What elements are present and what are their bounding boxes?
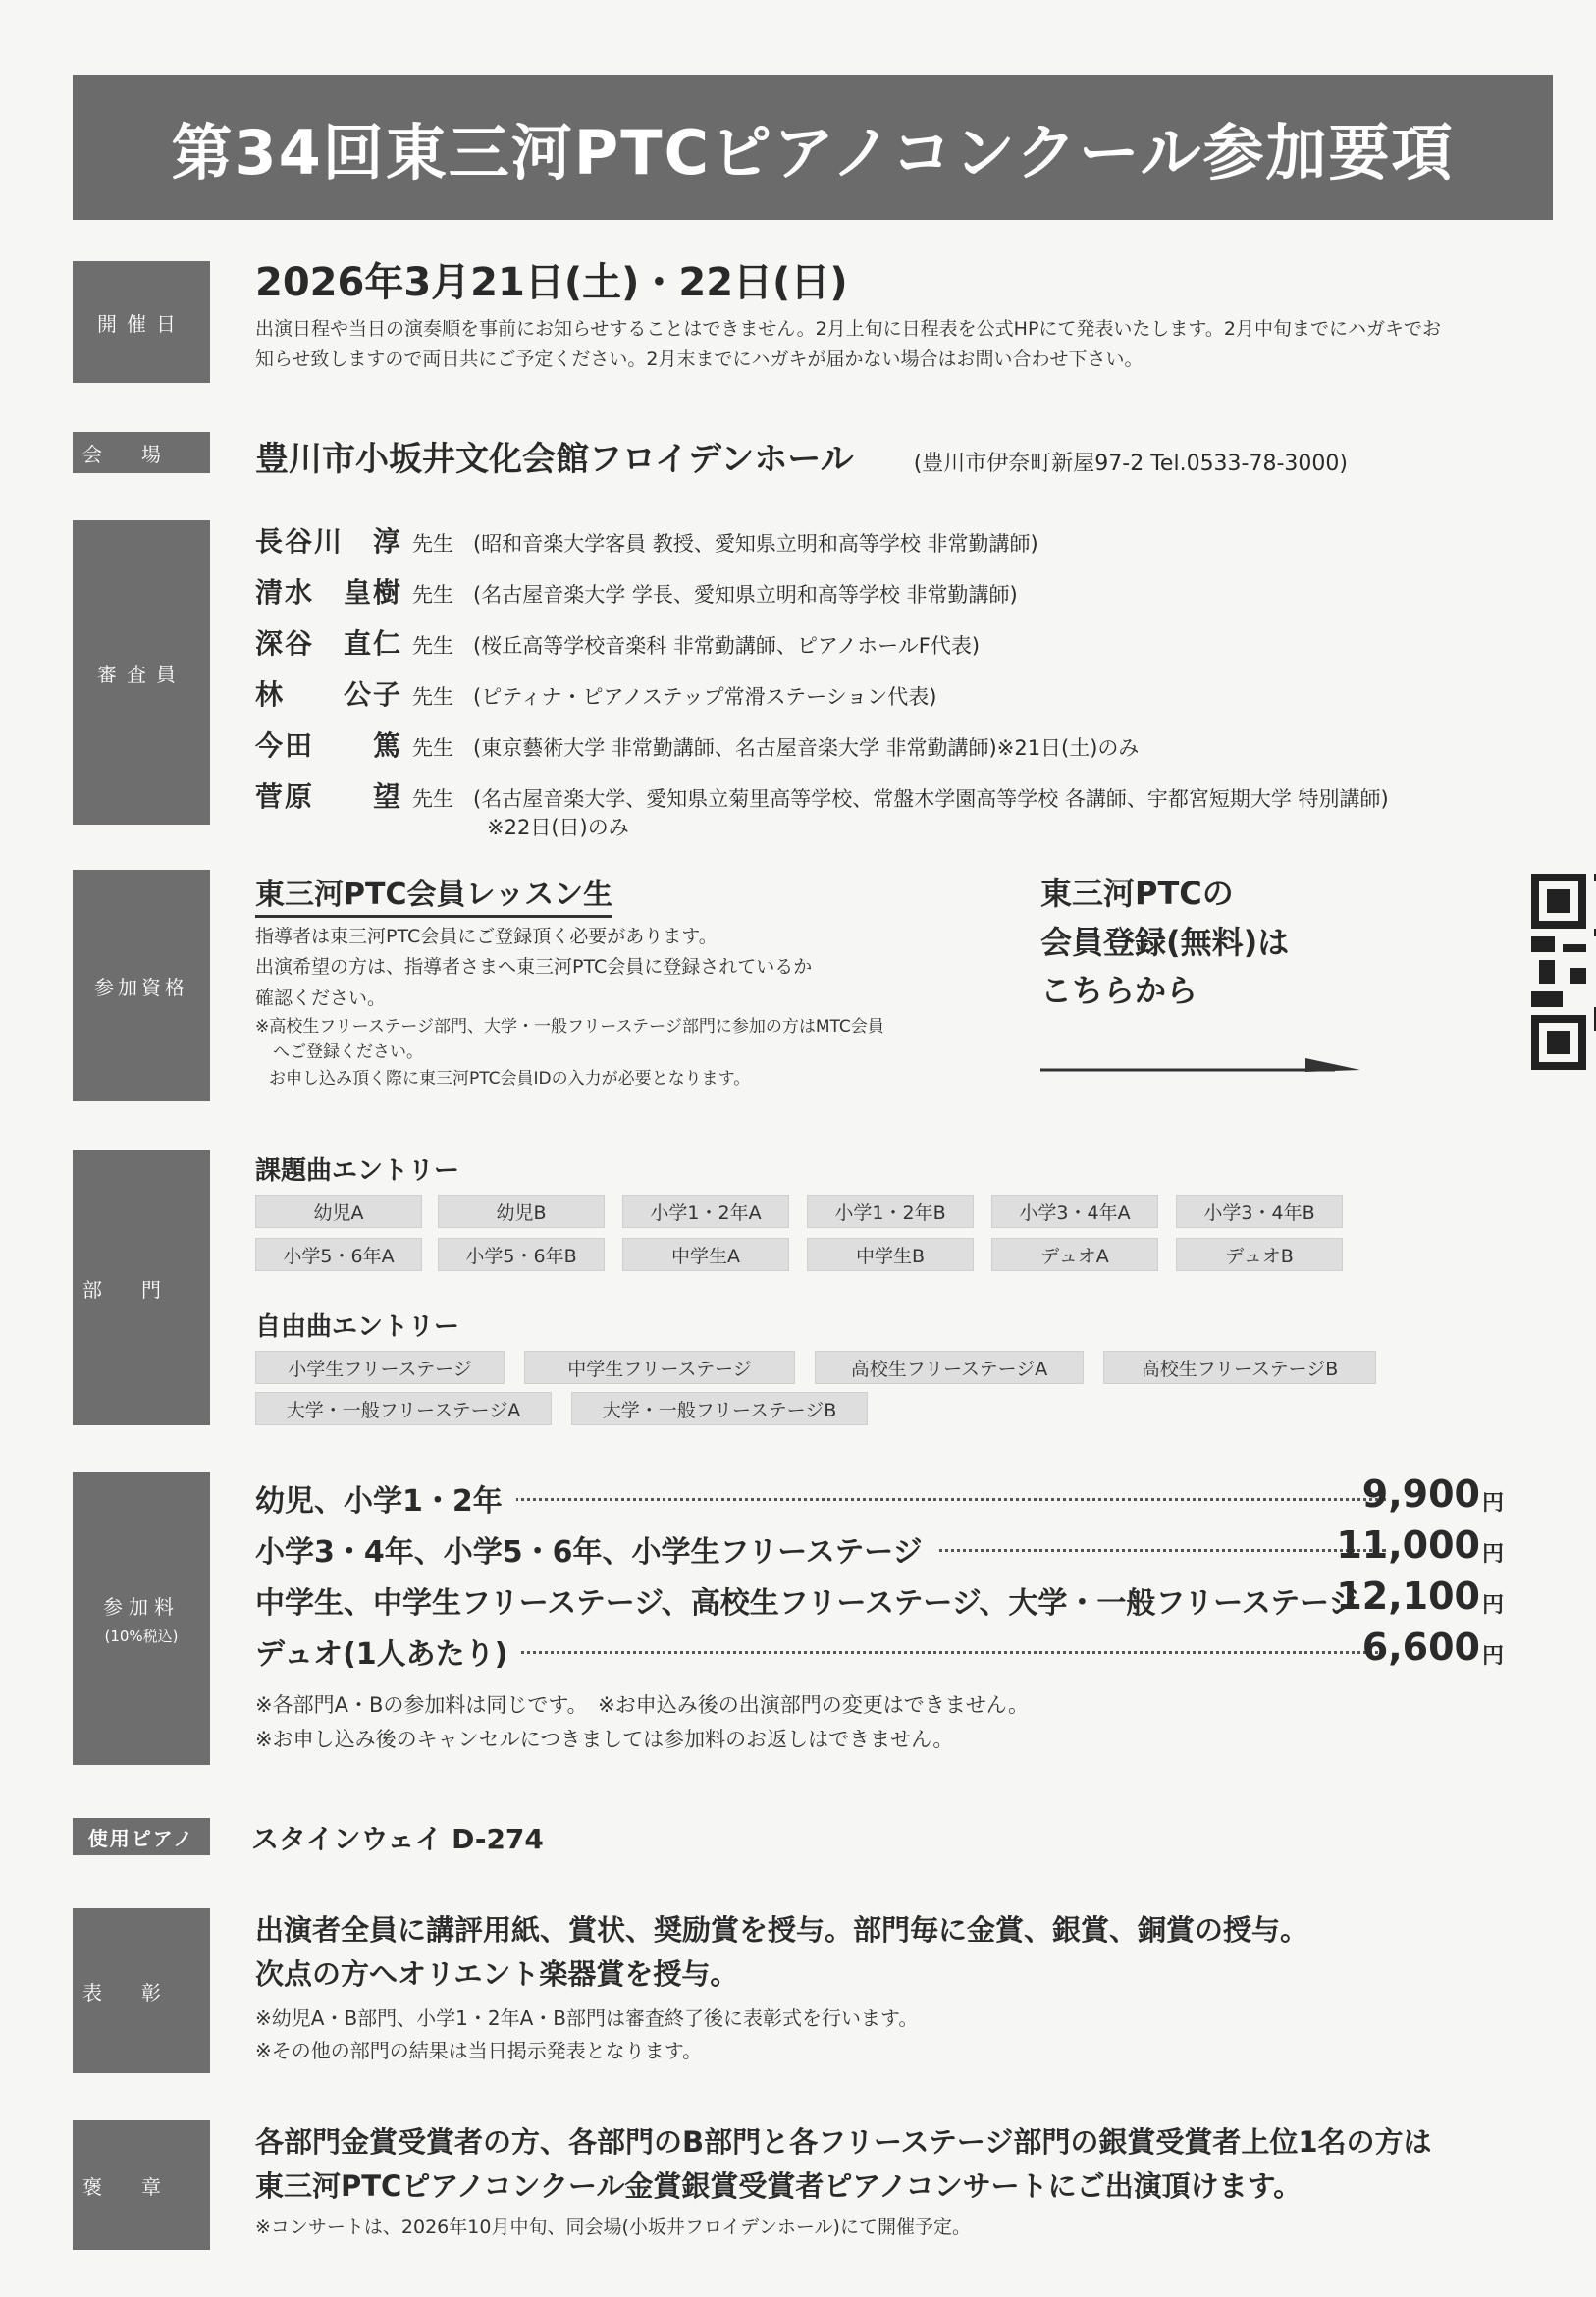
fee-row xyxy=(255,1472,1553,1523)
judge-name: 林 公子 xyxy=(255,678,403,711)
date-section xyxy=(73,261,1553,383)
awards-line: 出演者全員に講評用紙、賞状、奨励賞を授与。部門毎に金賞、銀賞、銅賞の授与。 xyxy=(255,1913,1309,1947)
judge-desc xyxy=(473,785,1389,843)
judge-suffix: 先生 xyxy=(412,634,453,658)
category-chip: デュオB xyxy=(1176,1238,1343,1271)
venue-name: 豊川市小坂井文化会館フロイデンホール xyxy=(255,440,854,479)
date-note-1: 出演日程や当日の演奏順を事前にお知らせすることはできません。2月上旬に日程表を公式HPにて発表いたします。2月中旬までにハガキでお xyxy=(255,318,1441,340)
eligibility-line: 確認ください。 xyxy=(255,987,387,1009)
category-chip: 中学生A xyxy=(622,1238,789,1271)
judge-row xyxy=(255,724,1553,775)
eligibility-line: 出演希望の方は、指導者さまへ東三河PTC会員に登録されているか xyxy=(255,956,813,979)
judge-desc-line: (名古屋音楽大学、愛知県立菊里高等学校、常盤木学園高等学校 各講師、宇都宮短期大学 特別講師) xyxy=(473,787,1389,811)
eligibility-heading: 東三河PTC会員レッスン生 xyxy=(255,870,612,918)
venue-section xyxy=(73,432,1553,479)
judge-name: 長谷川 淳 xyxy=(255,525,403,558)
fee-price: 6,600 xyxy=(1361,1626,1480,1669)
judge-desc: (ピティナ・ピアノステップ常滑ステーション代表) xyxy=(473,685,937,709)
fee-row xyxy=(255,1523,1553,1575)
judge-suffix: 先生 xyxy=(412,532,453,556)
fees-label-text: 参加料 xyxy=(103,1595,180,1619)
fee-unit: 円 xyxy=(1481,1491,1504,1516)
judge-name: 深谷 直仁 xyxy=(255,627,403,660)
judges-list xyxy=(255,520,1553,840)
awards-section xyxy=(73,1908,1553,2073)
venue-label: 会場 xyxy=(73,432,210,473)
promo-line: 東三河PTCの xyxy=(1040,875,1234,912)
eligibility-note: ※高校生フリーステージ部門、大学・一般フリーステージ部門に参加の方はMTC会員 xyxy=(255,1017,884,1038)
judge-desc: (東京藝術大学 非常勤講師、名古屋音楽大学 非常勤講師)※21日(土)のみ xyxy=(473,736,1140,760)
awards-body xyxy=(255,1908,1553,2067)
date-label: 開催日 xyxy=(73,261,210,383)
honors-label: 褒章 xyxy=(73,2120,210,2250)
eligibility-note: へご登録ください。 xyxy=(273,1042,423,1063)
qr-code-icon[interactable] xyxy=(1531,874,1596,1070)
free-piece-title: 自由曲エントリー xyxy=(255,1312,460,1342)
category-chip: 小学1・2年B xyxy=(807,1195,974,1228)
eligibility-body xyxy=(255,870,1553,1092)
judge-row xyxy=(255,622,1553,673)
judge-suffix: 先生 xyxy=(412,583,453,607)
fee-price: 11,000 xyxy=(1336,1523,1480,1567)
fee-price: 12,100 xyxy=(1336,1575,1480,1618)
judge-desc: (桜丘高等学校音楽科 非常勤講師、ピアノホールF代表) xyxy=(473,634,981,658)
event-date: 2026年3月21日(土)・22日(日) xyxy=(255,260,848,305)
venue-body xyxy=(255,432,1553,480)
judge-row xyxy=(255,673,1553,724)
judge-row xyxy=(255,520,1553,571)
categories-body xyxy=(255,1150,1553,1429)
judge-suffix: 先生 xyxy=(412,685,453,709)
piano-section xyxy=(73,1818,1553,1857)
category-chip: 小学生フリーステージ xyxy=(255,1351,505,1384)
fees-tax-note: (10%税込) xyxy=(104,1628,179,1645)
promo-line: 会員登録(無料)は xyxy=(1040,923,1290,961)
eligibility-label: 参加資格 xyxy=(73,870,210,1101)
eligibility-section xyxy=(73,870,1553,1101)
fee-name: 小学3・4年、小学5・6年、小学生フリーステージ xyxy=(255,1527,936,1571)
category-chip: 高校生フリーステージA xyxy=(815,1351,1084,1384)
promo-line: こちらから xyxy=(1040,972,1198,1010)
category-chip: デュオA xyxy=(991,1238,1158,1271)
fees-label xyxy=(73,1472,210,1765)
fee-price: 9,900 xyxy=(1361,1472,1480,1516)
categories-label: 部門 xyxy=(73,1150,210,1425)
judge-name: 清水 皇樹 xyxy=(255,576,403,609)
registration-promo xyxy=(1040,870,1289,1016)
fee-note: ※お申し込み後のキャンセルにつきましては参加料のお返しはできません。 xyxy=(255,1727,954,1751)
category-chip: 小学3・4年A xyxy=(991,1195,1158,1228)
judge-name: 菅原 望 xyxy=(255,780,403,813)
fee-unit: 円 xyxy=(1481,1542,1504,1567)
judge-desc-note: ※22日(日)のみ xyxy=(487,816,629,840)
set-piece-title: 課題曲エントリー xyxy=(255,1156,460,1186)
awards-note: ※幼児A・B部門、小学1・2年A・B部門は審査終了後に表彰式を行います。 xyxy=(255,2005,919,2030)
category-chip: 幼児A xyxy=(255,1195,422,1228)
judge-suffix: 先生 xyxy=(412,736,453,760)
honors-body xyxy=(255,2120,1553,2243)
awards-line: 次点の方へオリエント楽器賞を授与。 xyxy=(255,1956,739,1991)
eligibility-note: お申し込み頂く際に東三河PTC会員IDの入力が必要となります。 xyxy=(269,1068,751,1089)
honors-note: ※コンサートは、2026年10月中旬、同会場(小坂井フロイデンホール)にて開催予定。 xyxy=(255,2216,971,2238)
fees-section xyxy=(73,1472,1553,1765)
category-chip: 高校生フリーステージB xyxy=(1103,1351,1376,1384)
judge-row xyxy=(255,571,1553,622)
category-chip: 大学・一般フリーステージA xyxy=(255,1392,552,1425)
fee-unit: 円 xyxy=(1481,1593,1504,1618)
category-chip: 大学・一般フリーステージB xyxy=(571,1392,868,1425)
fee-row xyxy=(255,1575,1553,1626)
set-piece-chips xyxy=(255,1195,1553,1281)
judges-section xyxy=(73,520,1553,840)
judge-desc: (昭和音楽大学客員 教授、愛知県立明和高等学校 非常勤講師) xyxy=(473,532,1038,556)
category-chip: 小学3・4年B xyxy=(1176,1195,1343,1228)
category-chip: 小学5・6年B xyxy=(438,1238,605,1271)
judge-name: 今田 篤 xyxy=(255,729,403,762)
fee-name: 幼児、小学1・2年 xyxy=(255,1476,516,1520)
piano-model: スタインウェイ D-274 xyxy=(251,1823,544,1855)
honors-section xyxy=(73,2120,1553,2250)
category-chip: 小学5・6年A xyxy=(255,1238,422,1271)
fees-body xyxy=(255,1472,1553,1756)
date-body xyxy=(255,261,1553,376)
page-title: 第34回東三河PTCピアノコンクール参加要項 xyxy=(73,75,1553,220)
piano-label: 使用ピアノ xyxy=(73,1818,210,1855)
category-chip: 中学生フリーステージ xyxy=(524,1351,795,1384)
venue-address: (豊川市伊奈町新屋97-2 Tel.0533-78-3000) xyxy=(913,452,1348,476)
honors-line: 各部門金賞受賞者の方、各部門のB部門と各フリーステージ部門の銀賞受賞者上位1名の方は xyxy=(255,2125,1432,2159)
category-chip: 幼児B xyxy=(438,1195,605,1228)
judge-row xyxy=(255,775,1553,840)
fee-name: 中学生、中学生フリーステージ、高校生フリーステージ、大学・一般フリーステージ xyxy=(255,1578,1372,1622)
category-chip: 小学1・2年A xyxy=(622,1195,789,1228)
judge-desc: (名古屋音楽大学 学長、愛知県立明和高等学校 非常勤講師) xyxy=(473,583,1018,607)
fee-note: ※各部門A・Bの参加料は同じです。 ※お申込み後の出演部門の変更はできません。 xyxy=(255,1693,1030,1717)
awards-label: 表彰 xyxy=(73,1908,210,2073)
category-chip: 中学生B xyxy=(807,1238,974,1271)
date-note-2: 知らせ致しますので両日共にご予定ください。2月末までにハガキが届かない場合はお問い合わせ下さい。 xyxy=(255,348,1144,371)
categories-section xyxy=(73,1150,1553,1425)
fee-row xyxy=(255,1626,1553,1677)
fee-unit: 円 xyxy=(1481,1644,1504,1669)
awards-note: ※その他の部門の結果は当日掲示発表となります。 xyxy=(255,2038,703,2062)
free-piece-chips xyxy=(255,1351,1553,1429)
eligibility-line: 指導者は東三河PTC会員にご登録頂く必要があります。 xyxy=(255,926,718,947)
judges-label: 審査員 xyxy=(73,520,210,825)
judge-suffix: 先生 xyxy=(412,787,453,811)
fee-name: デュオ(1人あたり) xyxy=(255,1629,521,1673)
arrow-right-icon xyxy=(1040,1054,1360,1074)
honors-line: 東三河PTCピアノコンクール金賞銀賞受賞者ピアノコンサートにご出演頂けます。 xyxy=(255,2168,1303,2203)
